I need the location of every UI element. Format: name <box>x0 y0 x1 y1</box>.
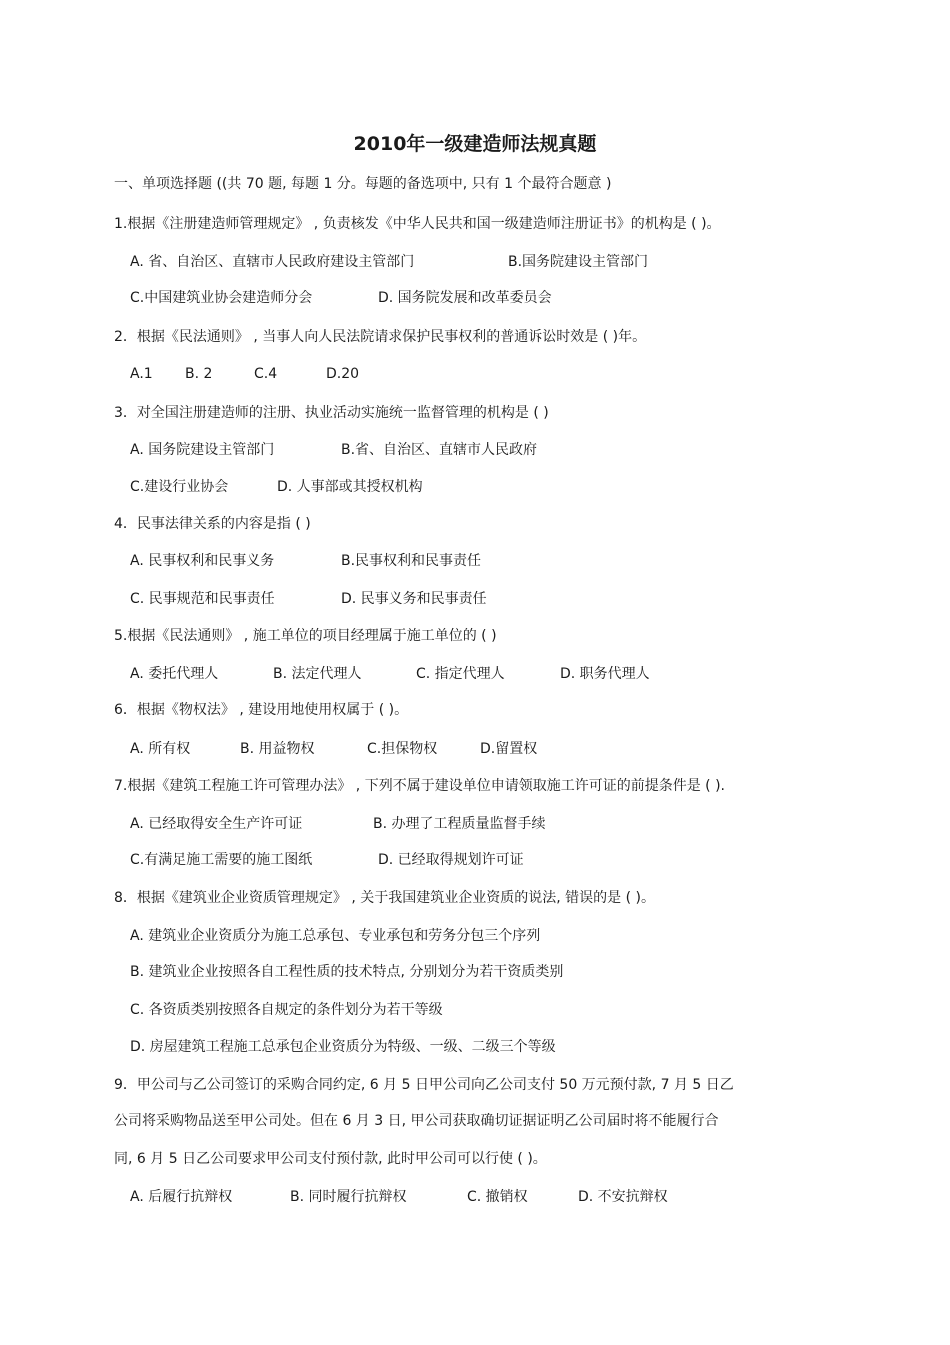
question-2-option: C.4 <box>254 366 278 382</box>
question-1-stem: 1.根据《注册建造师管理规定》 , 负责核发《中华人民共和国一级建造师注册证书》的机构是 ( )。 <box>114 216 721 232</box>
question-1-option: B.国务院建设主管部门 <box>508 254 649 270</box>
question-3-option: B.省、自治区、直辖市人民政府 <box>341 442 538 458</box>
question-7-option: D. 已经取得规划许可证 <box>378 852 524 868</box>
question-9-option: D. 不安抗辩权 <box>578 1189 668 1205</box>
question-8-option: B. 建筑业企业按照各自工程性质的技术特点, 分别划分为若干资质类别 <box>130 964 564 980</box>
question-8-option: A. 建筑业企业资质分为施工总承包、专业承包和劳务分包三个序列 <box>130 928 541 944</box>
question-3-stem: 3．对全国注册建造师的注册、执业活动实施统一监督管理的机构是 ( ) <box>114 405 549 421</box>
question-5-option: B. 法定代理人 <box>273 666 362 682</box>
question-4-stem: 4．民事法律关系的内容是指 ( ) <box>114 516 311 532</box>
question-1-option: C.中国建筑业协会建造师分会 <box>130 290 313 306</box>
question-8-option: D. 房屋建筑工程施工总承包企业资质分为特级、一级、二级三个等级 <box>130 1039 556 1055</box>
question-5-stem: 5.根据《民法通则》 , 施工单位的项目经理属于施工单位的 ( ) <box>114 628 497 644</box>
question-2-option: B. 2 <box>185 366 213 382</box>
question-9-option: C. 撤销权 <box>467 1189 528 1205</box>
section-header: 一、单项选择题 ((共 70 题, 每题 1 分。每题的备选项中, 只有 1 个最符合题意 ) <box>114 176 612 192</box>
question-5-option: A. 委托代理人 <box>130 666 219 682</box>
question-9-option: B. 同时履行抗辩权 <box>290 1189 407 1205</box>
question-6-stem: 6．根据《物权法》 , 建设用地使用权属于 ( )。 <box>114 702 409 718</box>
question-1-option: D. 国务院发展和改革委员会 <box>378 290 552 306</box>
question-4-option: D. 民事义务和民事责任 <box>341 591 487 607</box>
question-7-stem: 7.根据《建筑工程施工许可管理办法》 , 下列不属于建设单位申请领取施工许可证的前提条件是 ( ). <box>114 778 725 794</box>
question-6-option: B. 用益物权 <box>240 741 315 757</box>
question-4-option: C. 民事规范和民事责任 <box>130 591 275 607</box>
question-2-option: A.1 <box>130 366 153 382</box>
question-8-option: C. 各资质类别按照各自规定的条件划分为若干等级 <box>130 1002 443 1018</box>
question-3-option: C.建设行业协会 <box>130 479 229 495</box>
question-1-option: A. 省、自治区、直辖市人民政府建设主管部门 <box>130 254 415 270</box>
page-title: 2010年一级建造师法规真题 <box>353 133 597 155</box>
question-3-option: D. 人事部或其授权机构 <box>277 479 423 495</box>
question-3-option: A. 国务院建设主管部门 <box>130 442 275 458</box>
question-7-option: C.有满足施工需要的施工图纸 <box>130 852 313 868</box>
question-2-stem: 2．根据《民法通则》 , 当事人向人民法院请求保护民事权利的普通诉讼时效是 ( )年。 <box>114 329 647 345</box>
question-9-stem: 同, 6 月 5 日乙公司要求甲公司支付预付款, 此时甲公司可以行使 ( )。 <box>114 1151 547 1167</box>
question-7-option: A. 已经取得安全生产许可证 <box>130 816 303 832</box>
question-9-stem: 公司将采购物品送至甲公司处。但在 6 月 3 日, 甲公司获取确切证据证明乙公司届时将不能履行合 <box>114 1113 719 1129</box>
question-5-option: D. 职务代理人 <box>560 666 650 682</box>
question-8-stem: 8．根据《建筑业企业资质管理规定》 , 关于我国建筑业企业资质的说法, 错误的是 ( )。 <box>114 890 655 906</box>
question-4-option: B.民事权利和民事责任 <box>341 553 482 569</box>
question-6-option: A. 所有权 <box>130 741 191 757</box>
question-2-option: D.20 <box>326 366 360 382</box>
question-5-option: C. 指定代理人 <box>416 666 505 682</box>
question-7-option: B. 办理了工程质量监督手续 <box>373 816 546 832</box>
question-9-option: A. 后履行抗辩权 <box>130 1189 233 1205</box>
question-9-stem: 9．甲公司与乙公司签订的采购合同约定, 6 月 5 日甲公司向乙公司支付 50 万元预付款, 7 月 5 日乙 <box>114 1077 734 1093</box>
question-6-option: C.担保物权 <box>367 741 438 757</box>
question-6-option: D.留置权 <box>480 741 538 757</box>
question-4-option: A. 民事权利和民事义务 <box>130 553 275 569</box>
